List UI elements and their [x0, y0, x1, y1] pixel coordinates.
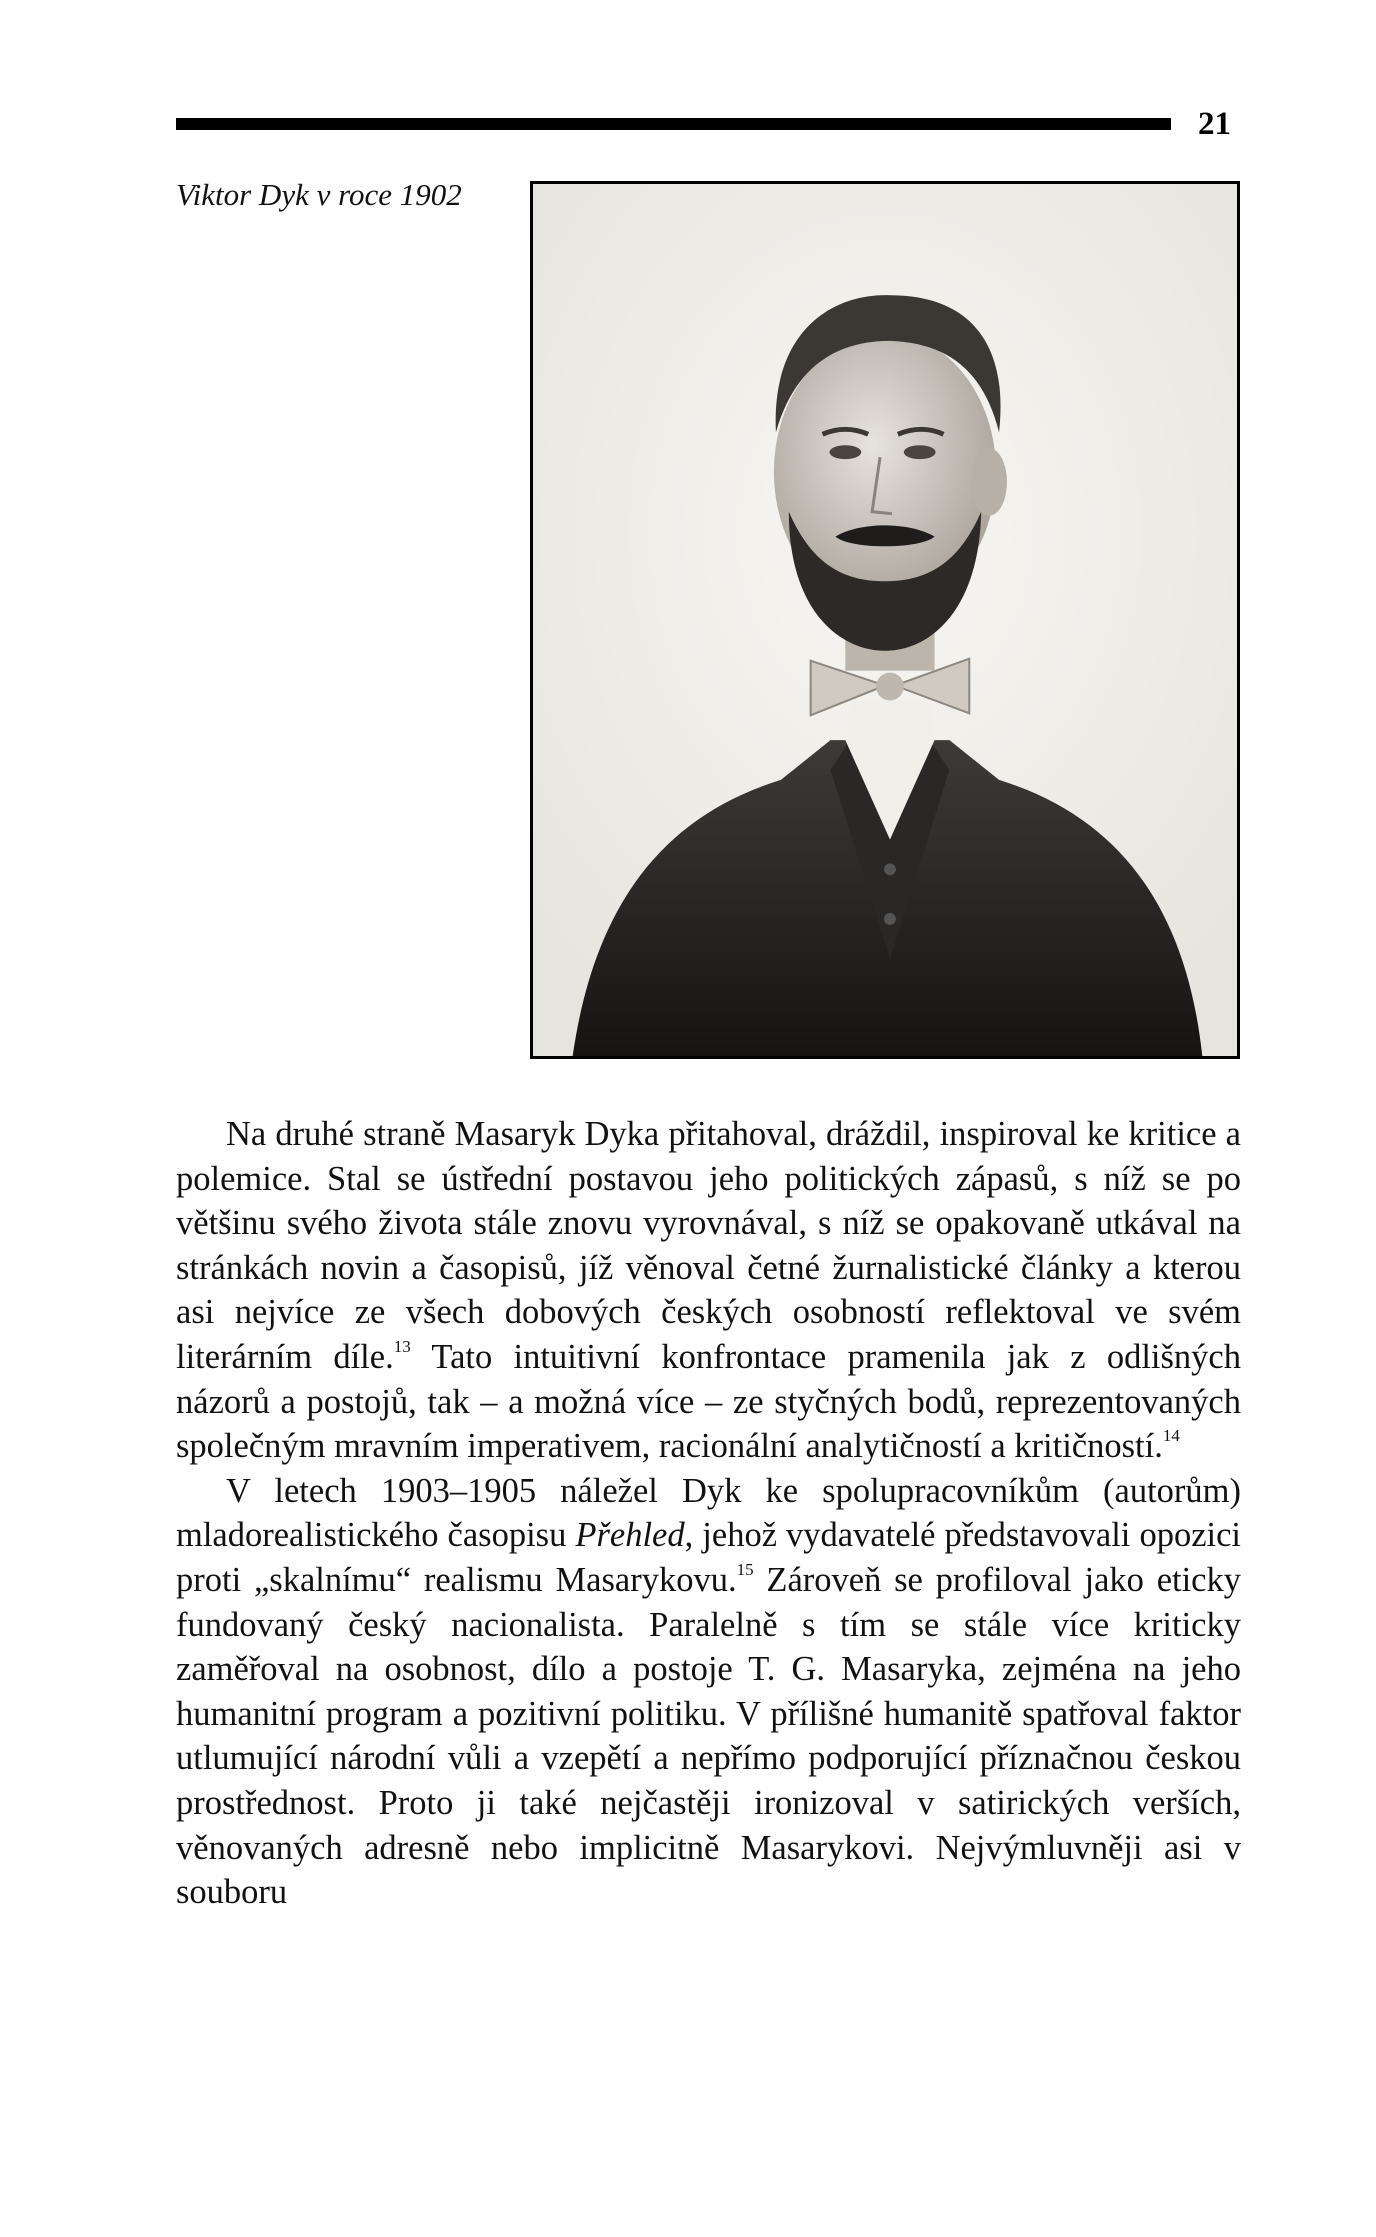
footnote-14: 14 — [1162, 1426, 1180, 1446]
figure-caption: Viktor Dyk v roce 1902 — [176, 177, 462, 212]
paragraph-2-text-c: Zároveň se profiloval jako eticky fundovaný český nacionalista. Paralelně s tím se stále více kriticky zaměřoval na osobnost, dílo a postoje T. G. Masaryka, zejména na jeho humanitní program a pozitivní politiku. V přílišné humanitě spatřoval faktor utlumující národní vůli a vzepětí a nepřímo podporující příznačnou českou prostřednost. Proto ji také nejčastěji ironizoval v satirických verších, věnovaných adresně nebo implicitně Masarykovi. Nejvýmluvněji asi v souboru — [176, 1560, 1241, 1912]
journal-title: Přehled — [575, 1516, 685, 1555]
portrait-illustration — [533, 184, 1237, 1056]
page-number: 21 — [1198, 106, 1231, 142]
paragraph-1 — [176, 1112, 1241, 1469]
footnote-13: 13 — [393, 1336, 411, 1356]
body-text — [176, 1112, 1241, 1915]
portrait-photo — [530, 181, 1240, 1059]
header-rule — [176, 118, 1171, 130]
footnote-15: 15 — [736, 1559, 754, 1579]
paragraph-1-text-b: Tato intuitivní konfrontace pramenila jak z odlišných názorů a postojů, tak – a možná více – ze styčných bodů, reprezentovaných společným mravním imperativem, racionální analytičností a kritičností. — [176, 1337, 1241, 1466]
paragraph-1-text-a: Na druhé straně Masaryk Dyka přitahoval, dráždil, inspiroval ke kritice a polemice. Stal se ústřední postavou jeho politických zápasů, s níž se po většinu svého života stále znovu vyrovnával, s níž se opakovaně utkával na stránkách novin a časopisů, jíž věnoval četné žurnalistické články a kterou asi nejvíce ze všech dobových českých osobností reflektoval ve svém literárním díle. — [176, 1115, 1241, 1376]
paragraph-2 — [176, 1469, 1241, 1915]
paragraph-2-text-a: V letech 1903–1905 náležel Dyk ke spolupracovníkům (autorům) mladorealistického časopisu — [176, 1471, 1241, 1555]
paragraph-2-text-b: , jehož vydavatelé představovali opozici proti „skalnímu“ realismu Masarykovu. — [176, 1516, 1241, 1599]
